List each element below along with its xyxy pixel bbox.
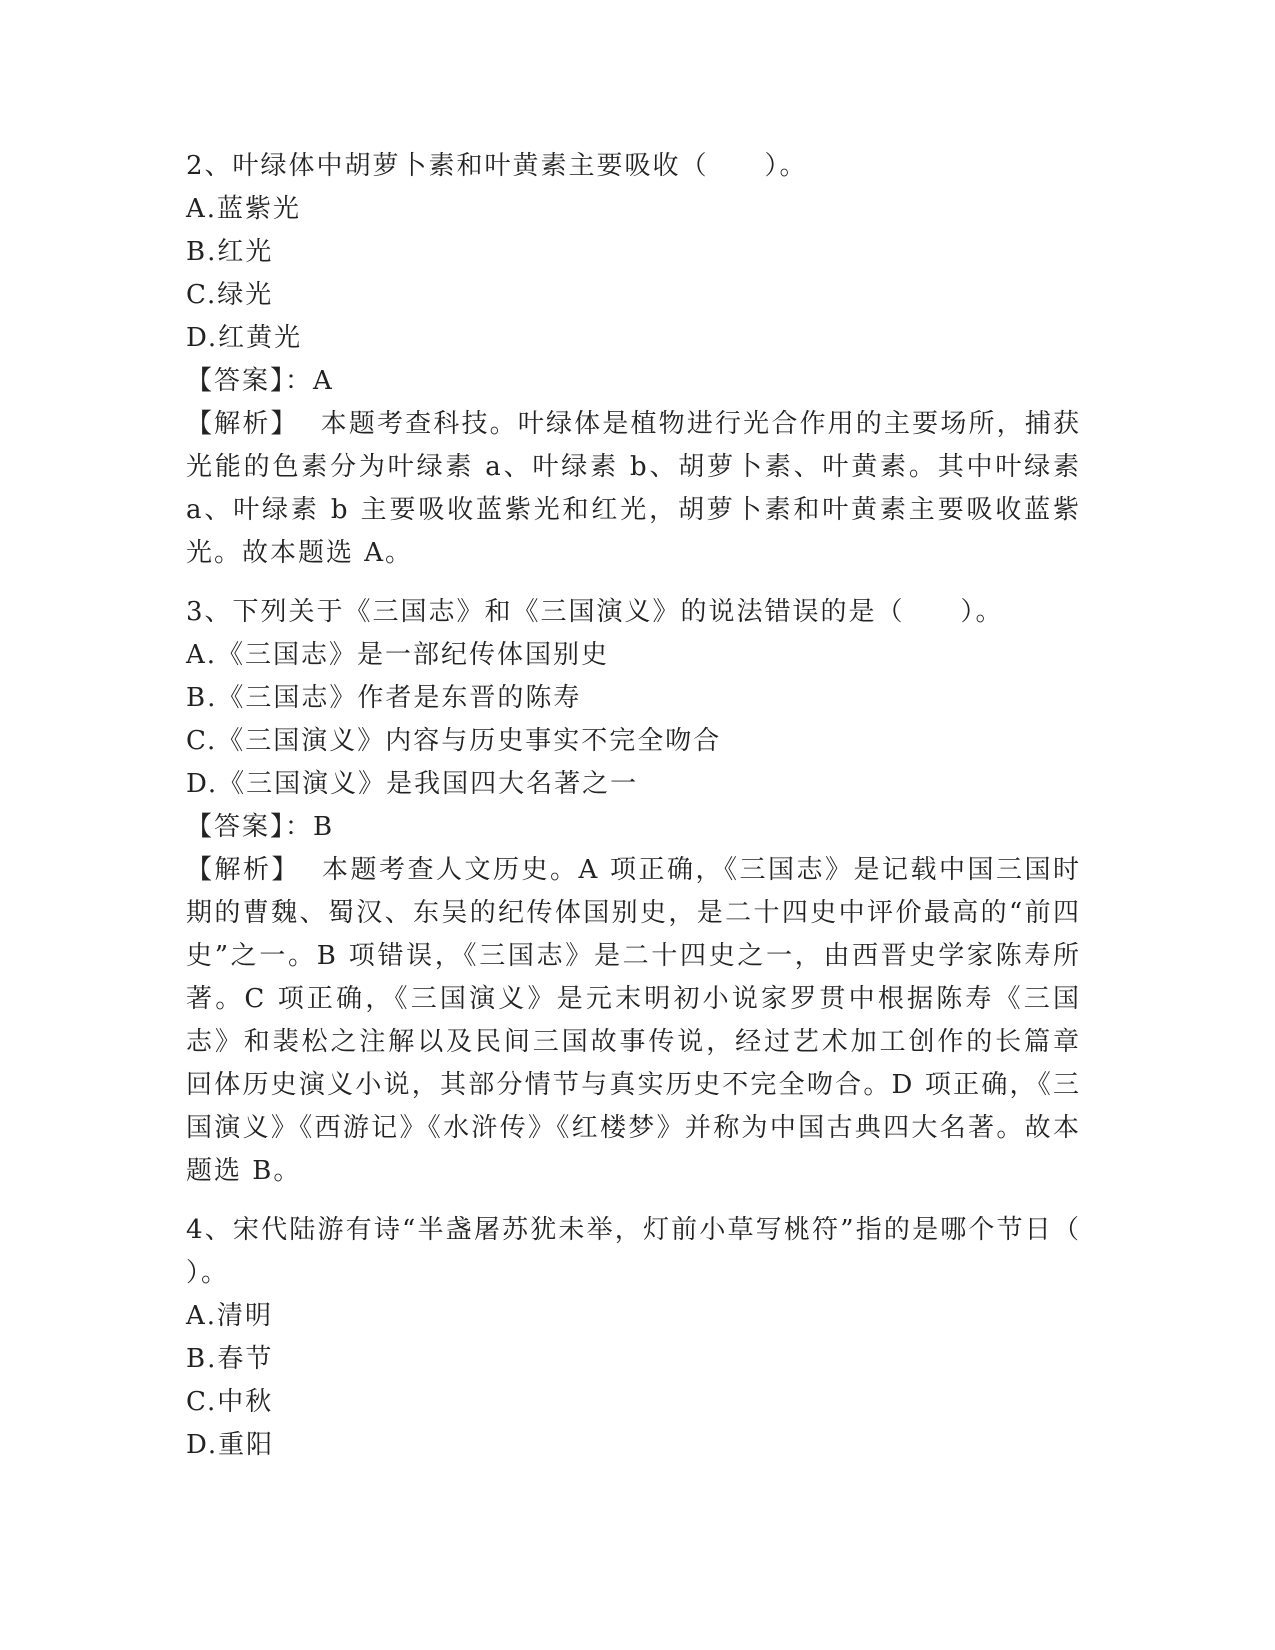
explanation-text: 本题考查科技。叶绿体是植物进行光合作用的主要场所，捕获光能的色素分为叶绿素 a、叶绿素 b、胡萝卜素、叶黄素。其中叶绿素 a、叶绿素 b 主要吸收蓝紫光和红光，胡萝卜素和叶黄素主要吸收蓝紫光。故本题选 A。 (186, 409, 1081, 568)
answer-value: B (313, 812, 335, 842)
question-2 (186, 145, 1081, 575)
option-d: D.重阳 (186, 1430, 275, 1460)
explanation-label: 【解析】 (186, 855, 300, 885)
option-c: C.绿光 (186, 280, 274, 310)
answer-label: 【答案】： (186, 366, 314, 396)
question-4 (186, 1209, 1138, 1467)
option-d: D.《三国演义》是我国四大名著之一 (186, 769, 639, 799)
answer-label: 【答案】： (186, 812, 314, 842)
option-a: A.《三国志》是一部纪传体国别史 (186, 640, 610, 670)
question-stem: 3、下列关于《三国志》和《三国演义》的说法错误的是（ ）。 (186, 597, 1004, 627)
option-b: B.春节 (186, 1344, 274, 1374)
option-c: C.中秋 (186, 1387, 274, 1417)
question-list (186, 145, 1138, 1467)
answer-value: A (313, 366, 334, 396)
option-a: A.清明 (186, 1301, 274, 1331)
answer-line (186, 360, 1081, 403)
explanation-label: 【解析】 (186, 409, 299, 439)
option-a: A.蓝紫光 (186, 194, 302, 224)
question-3 (186, 591, 1081, 1193)
explanation-text: 本题考查人文历史。A 项正确，《三国志》是记载中国三国时期的曹魏、蜀汉、东吴的纪传体国别史，是二十四史中评价最高的“前四史”之一。B 项错误，《三国志》是二十四史之一，由西晋史学家陈寿所著。C 项正确，《三国演义》是元末明初小说家罗贯中根据陈寿《三国志》和裴松之注解以及民间三国故事传说，经过艺术加工创作的长篇章回体历史演义小说，其部分情节与真实历史不完全吻合。D 项正确，《三国演义》《西游记》《水浒传》《红楼梦》并称为中国古典四大名著。故本题选 B。 (186, 855, 1081, 1186)
question-stem: 4、宋代陆游有诗“半盏屠苏犹未举，灯前小草写桃符”指的是哪个节日（ ）。 (186, 1215, 1138, 1288)
option-b: B.《三国志》作者是东晋的陈寿 (186, 683, 582, 713)
explanation (186, 849, 1081, 1193)
question-stem: 2、叶绿体中胡萝卜素和叶黄素主要吸收（ ）。 (186, 151, 808, 181)
answer-line (186, 806, 1081, 849)
explanation (186, 403, 1081, 575)
option-c: C.《三国演义》内容与历史事实不完全吻合 (186, 726, 722, 756)
option-d: D.红黄光 (186, 323, 303, 353)
option-b: B.红光 (186, 237, 274, 267)
